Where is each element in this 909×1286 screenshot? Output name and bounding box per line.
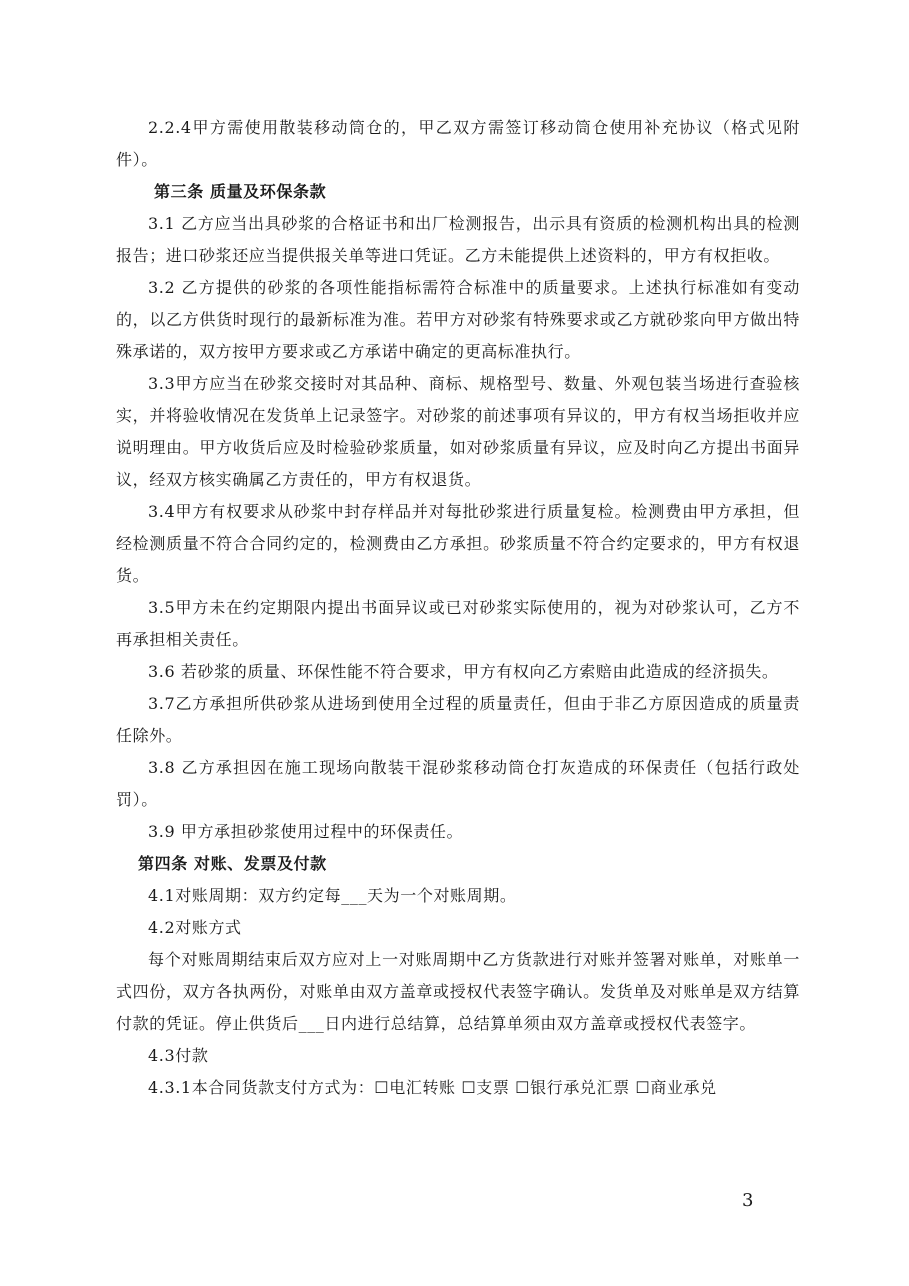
document-body [116,112,800,1104]
section-heading: 第四条 对账、发票及付款 [138,854,327,873]
paragraph: 3.6 若砂浆的质量、环保性能不符合要求，甲方有权向乙方索赔由此造成的经济损失。 [148,662,779,681]
paragraph: 3.7乙方承担所供砂浆从进场到使用全过程的质量责任，但由于非乙方原因造成的质量责任除外。 [116,694,800,745]
section-heading: 第三条 质量及环保条款 [154,182,327,201]
paragraph: 3.1 乙方应当出具砂浆的合格证书和出厂检测报告，出示具有资质的检测机构出具的检测报告；进口砂浆还应当提供报关单等进口凭证。乙方未能提供上述资料的，甲方有权拒收。 [116,214,800,265]
paragraph: 4.1对账周期：双方约定每___天为一个对账周期。 [148,886,517,905]
paragraph: 4.3.1本合同货款支付方式为：☐电汇转账 ☐支票 ☐银行承兑汇票 ☐商业承兑 [148,1078,717,1097]
paragraph: 每个对账周期结束后双方应对上一对账周期中乙方货款进行对账并签署对账单，对账单一式四份，双方各执两份，对账单由双方盖章或授权代表签字确认。发货单及对账单是双方结算付款的凭证。停止供货后___日内进行总结算，总结算单须由双方盖章或授权代表签字。 [116,950,800,1033]
paragraph: 4.3付款 [148,1046,209,1065]
paragraph: 3.5甲方未在约定期限内提出书面异议或已对砂浆实际使用的，视为对砂浆认可，乙方不再承担相关责任。 [116,598,800,649]
paragraph: 3.2 乙方提供的砂浆的各项性能指标需符合标准中的质量要求。上述执行标准如有变动的，以乙方供货时现行的最新标准为准。若甲方对砂浆有特殊要求或乙方就砂浆向甲方做出特殊承诺的，双方按甲方要求或乙方承诺中确定的更高标准执行。 [116,278,800,361]
paragraph: 3.4甲方有权要求从砂浆中封存样品并对每批砂浆进行质量复检。检测费由甲方承担，但经检测质量不符合合同约定的，检测费由乙方承担。砂浆质量不符合约定要求的，甲方有权退货。 [116,502,800,585]
paragraph: 3.9 甲方承担砂浆使用过程中的环保责任。 [148,822,464,841]
paragraph: 4.2对账方式 [148,918,242,937]
paragraph: 2.2.4甲方需使用散装移动筒仓的，甲乙双方需签订移动筒仓使用补充协议（格式见附件）。 [116,118,800,169]
paragraph: 3.3甲方应当在砂浆交接时对其品种、商标、规格型号、数量、外观包装当场进行查验核实，并将验收情况在发货单上记录签字。对砂浆的前述事项有异议的，甲方有权当场拒收并应说明理由。甲方收货后应及时检验砂浆质量，如对砂浆质量有异议，应及时向乙方提出书面异议，经双方核实确属乙方责任的，甲方有权退货。 [116,374,800,489]
paragraph: 3.8 乙方承担因在施工现场向散装干混砂浆移动筒仓打灰造成的环保责任（包括行政处罚）。 [116,758,800,809]
page-number: 3 [742,1190,754,1211]
